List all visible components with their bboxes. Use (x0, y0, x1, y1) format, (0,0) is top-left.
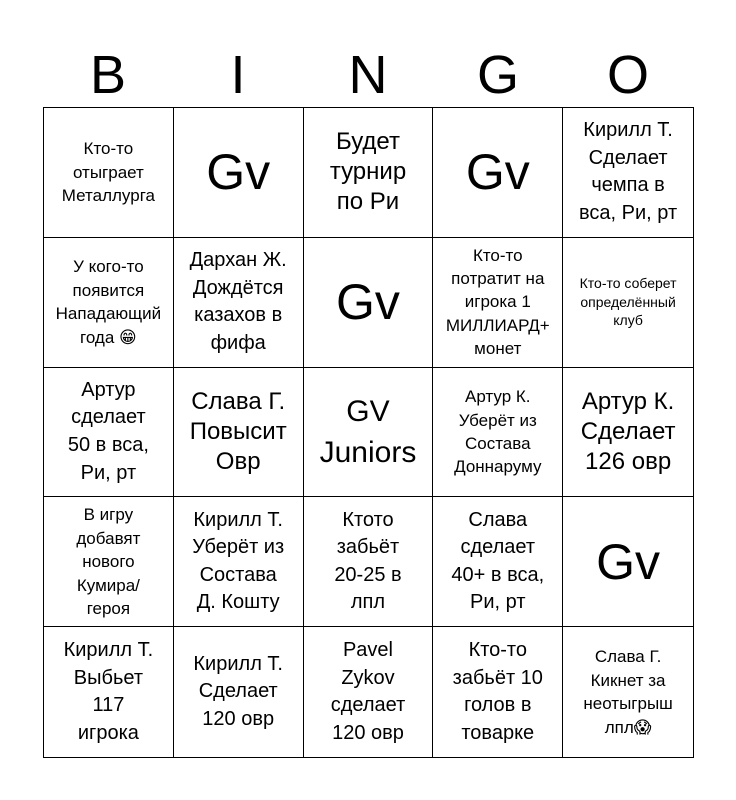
header-letter-o: O (606, 45, 649, 105)
bingo-cell[interactable] (433, 108, 563, 238)
bingo-cell[interactable] (563, 238, 693, 368)
cell-text: Кто-то соберет определённый клуб (579, 275, 677, 329)
cell-text: Кто-то отыграет Металлурга (61, 139, 155, 206)
cell-text: Кто-то забьёт 10 голов в товарке (452, 638, 543, 744)
cell-text: Слава сделает 40+ в вса, Ри, рт (451, 508, 545, 614)
bingo-cell[interactable] (174, 497, 304, 627)
bingo-cell[interactable] (44, 497, 174, 627)
cell-text: В игру добавят нового Кумира/ героя (76, 505, 141, 618)
cell-text: Артур К. Уберёт из Состава Доннаруму (454, 387, 542, 477)
bingo-cell[interactable] (433, 238, 563, 368)
cell-text: Артур сделает 50 в вса, Ри, рт (67, 378, 149, 484)
bingo-cell[interactable] (174, 108, 304, 238)
bingo-cell[interactable] (563, 368, 693, 498)
bingo-cell[interactable] (44, 238, 174, 368)
cell-text: GV Juniors (319, 394, 417, 469)
bingo-cell[interactable] (44, 627, 174, 757)
bingo-cell[interactable] (304, 368, 434, 498)
header-letter-n: N (348, 45, 388, 105)
bingo-cell[interactable] (563, 627, 693, 757)
bingo-cell[interactable] (304, 627, 434, 757)
cell-text: Артур К. Сделает 126 овр (580, 387, 676, 475)
bingo-cell[interactable] (174, 238, 304, 368)
bingo-cell[interactable] (563, 108, 693, 238)
cell-text: Кирилл Т. Выбьет 117 игрока (63, 638, 154, 744)
bingo-grid (43, 107, 694, 758)
cell-text: У кого-то появится Нападающий года 😁 (55, 257, 162, 347)
bingo-cell[interactable] (44, 368, 174, 498)
cell-text: Дархан Ж. Дождётся казахов в фифа (189, 249, 287, 354)
bingo-cell[interactable] (304, 108, 434, 238)
cell-text: Gv (596, 533, 661, 590)
bingo-cell[interactable] (433, 368, 563, 498)
cell-text: Кирилл Т. Сделает 120 овр (193, 652, 283, 730)
header-letter-b: B (89, 45, 127, 105)
cell-text: Кирилл Т. Сделает чемпа в вса, Ри, рт (579, 119, 678, 224)
bingo-cell[interactable] (174, 627, 304, 757)
header-letter-g: G (476, 45, 519, 105)
cell-text: Слава Г. Повысит Овр (189, 387, 287, 475)
bingo-header (43, 40, 693, 110)
cell-text: Кирилл Т. Уберёт из Состава Д. Кошту (192, 508, 285, 614)
cell-text: Ктото забьёт 20-25 в лпл (334, 508, 402, 614)
bingo-cell[interactable] (433, 497, 563, 627)
cell-text: Gv (465, 144, 530, 201)
header-letter-i: I (230, 45, 246, 105)
bingo-cell[interactable] (563, 497, 693, 627)
cell-text: Gv (336, 274, 400, 331)
cell-text: Кто-то потратит на игрока 1 МИЛЛИАРД+ монет (445, 245, 550, 359)
cell-text: Слава Г. Кикнет за неотыгрыш лпл😱 (583, 647, 673, 737)
cell-text: Будет турнир по Ри (329, 128, 407, 216)
bingo-cell[interactable] (304, 497, 434, 627)
bingo-cell[interactable] (174, 368, 304, 498)
bingo-cell[interactable] (433, 627, 563, 757)
bingo-cell[interactable] (304, 238, 434, 368)
cell-text: Pavel Zykov сделает 120 овр (330, 638, 406, 744)
cell-text: Gv (206, 144, 271, 201)
bingo-cell[interactable] (44, 108, 174, 238)
